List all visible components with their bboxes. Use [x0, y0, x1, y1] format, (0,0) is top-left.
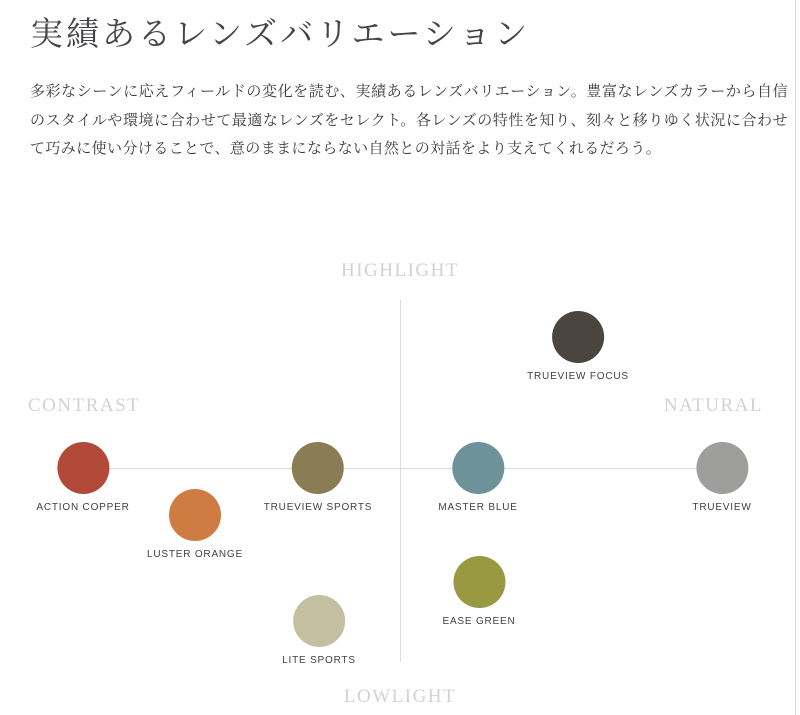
lens-dot-label: ACTION COPPER — [36, 502, 130, 513]
axis-label-natural: NATURAL — [663, 395, 763, 416]
lens-dot-circle — [293, 595, 345, 647]
lens-dot-label: TRUEVIEW — [692, 502, 752, 513]
lens-dot-circle — [452, 442, 504, 494]
lens-point-luster-orange — [147, 489, 243, 560]
lens-dot-circle — [552, 311, 604, 363]
page-right-border — [795, 0, 796, 715]
lens-point-action-copper — [36, 442, 129, 513]
lens-dot-circle — [57, 442, 109, 494]
axis-label-highlight: HIGHLIGHT — [341, 260, 459, 281]
lens-dot-label: MASTER BLUE — [438, 502, 518, 513]
page-title: 実績あるレンズバリエーション — [30, 17, 531, 53]
lens-dot-label: LUSTER ORANGE — [147, 549, 243, 560]
lens-point-trueview-sports — [264, 442, 373, 513]
lens-dot-label: TRUEVIEW FOCUS — [527, 371, 629, 382]
lens-dot-circle — [292, 442, 344, 494]
lens-point-lite-sports — [282, 595, 356, 666]
lens-dot-label: LITE SPORTS — [282, 655, 356, 666]
lens-dot-label: EASE GREEN — [442, 616, 516, 627]
lens-point-trueview — [692, 442, 751, 513]
lens-dot-circle — [169, 489, 221, 541]
lens-dot-circle — [453, 556, 505, 608]
lens-point-trueview-focus — [527, 311, 629, 382]
lens-dot-circle — [696, 442, 748, 494]
intro-paragraph: 多彩なシーンに応えフィールドの変化を読む、実績あるレンズバリエーション。豊富なレンズカラーから自信のスタイルや環境に合わせて最適なレンズをセレクト。各レンズの特性を知り、刻々と移りゆく状況に合わせて巧みに使い分けることで、意のままにならない自然との対話をより支えてくれるだろう。 — [30, 83, 788, 157]
lens-point-ease-green — [442, 556, 515, 627]
lens-dot-label: TRUEVIEW SPORTS — [263, 502, 373, 513]
lens-point-master-blue — [438, 442, 517, 513]
axis-label-lowlight: LOWLIGHT — [343, 686, 457, 707]
axis-label-contrast: CONTRAST — [28, 395, 141, 416]
